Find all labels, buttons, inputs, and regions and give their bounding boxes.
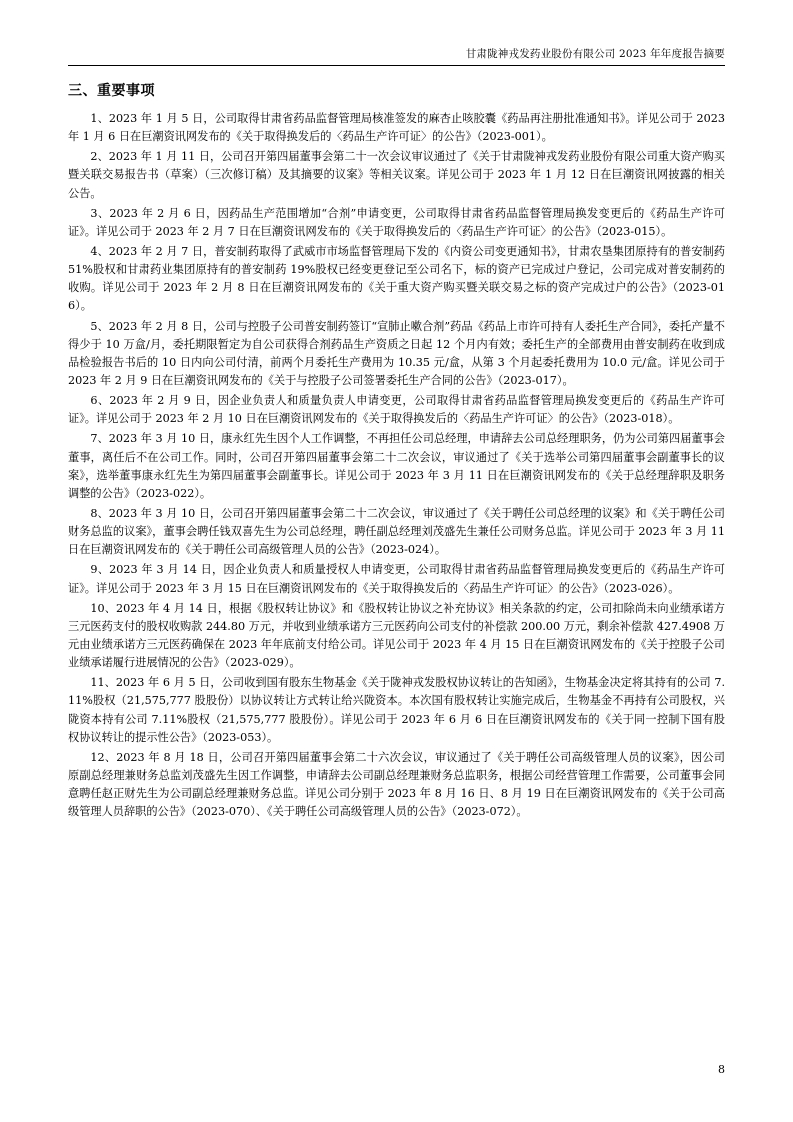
running-header-text: 甘肃陇神戎发药业股份有限公司 2023 年年度报告摘要 <box>465 48 725 60</box>
paragraph-12: 12、2023 年 8 月 18 日，公司召开第四届董事会第二十六次会议，审议通过了《关于聘任公司高级管理人员的议案》，因公司原副总经理兼财务总监刘茂盛先生因工作调整，申请辞去公司副总经理兼财务总监职务，根据公司经营管理工作需要，公司董事会同意聘任赵正财先生为公司副总经理兼财务总监。详见公司分别于 2023 年 8 月 16 日、8 月 19 日在巨潮资讯网发布的《关于公司高级管理人员辞职的公告》（2023-070）、《关于聘任公司高级管理人员的公告》（2023-072）。 <box>68 750 725 819</box>
paragraph-11: 11、2023 年 6 月 5 日，公司收到国有股东生物基金《关于陇神戎发股权协议转让的告知函》，生物基金决定将其持有的公司 7.11%股权（21,575,777 股股份）以协议转让方式转让给兴陇资本。本次国有股权转让实施完成后，生物基金不再持有公司股权，兴陇资本持有公司 7.11%股权（21,575,777 股股份）。详见公司于 2023 年 6 月 6 日在巨潮资讯网发布的《关于同一控制下国有股权协议转让的提示性公告》（2023-053）。 <box>68 676 725 744</box>
header-divider <box>68 65 725 66</box>
running-header <box>68 46 725 65</box>
paragraph-6: 6、2023 年 2 月 9 日，因企业负责人和质量负责人申请变更，公司取得甘肃省药品监督管理局换发变更后的《药品生产许可证》。详见公司于 2023 年 2 月 10 日在巨潮资讯网发布的《关于取得换发后的〈药品生产许可证〉的公告》（2023-018）。 <box>68 394 725 426</box>
paragraph-10: 10、2023 年 4 月 14 日，根据《股权转让协议》和《股权转让协议之补充协议》相关条款的约定，公司扣除尚未向业绩承诺方三元医药支付的股权收购款 244.80 万元，并收到业绩承诺方三元医药向公司支付的补偿款 200.00 万元，剩余补偿款 427.4908 万元由业绩承诺方三元医药确保在 2023 年年底前支付给公司。详见公司于 2023 年 4 月 15 日在巨潮资讯网发布的《关于控股子公司业绩承诺履行进展情况的公告》（2023-029）。 <box>68 601 725 670</box>
paragraph-5: 5、2023 年 2 月 8 日，公司与控股子公司普安制药签订“宣肺止嗽合剂”药品《药品上市许可持有人委托生产合同》，委托产量不得少于 10 万盒/月，委托期限暂定为自公司获得合剂药品生产资质之日起 12 个月内有效；委托生产的全部费用由普安制药在收到成品检验报告书后的 10 日内向公司付清，前两个月委托生产费用为 10.35 元/盒，从第 3 个月起委托费用为 10.0 元/盒。详见公司于 2023 年 2 月 9 日在巨潮资讯网发布的《关于与控股子公司签署委托生产合同的公告》（2023-017）。 <box>68 319 725 387</box>
paragraph-7: 7、2023 年 3 月 10 日，康永红先生因个人工作调整，不再担任公司总经理，申请辞去公司总经理职务，仍为公司第四届董事会董事，离任后不在公司工作。同时，公司召开第四届董事会第二十二次会议，审议通过了《关于选举公司第四届董事会副董事长的议案》，选举董事康永红先生为第四届董事会副董事长。详见公司于 2023 年 3 月 11 日在巨潮资讯网发布的《关于总经理辞职及职务调整的公告》（2023-022）。 <box>68 432 725 500</box>
paragraph-8: 8、2023 年 3 月 10 日，公司召开第四届董事会第二十二次会议，审议通过了《关于聘任公司总经理的议案》和《关于聘任公司财务总监的议案》，董事会聘任钱双喜先生为公司总经理，聘任副总经理刘茂盛先生兼任公司财务总监。详见公司于 2023 年 3 月 11 日在巨潮资讯网发布的《关于聘任公司高级管理人员的公告》（2023-024）。 <box>68 506 725 557</box>
paragraph-3: 3、2023 年 2 月 6 日，因药品生产范围增加“合剂”申请变更，公司取得甘肃省药品监督管理局换发变更后的《药品生产许可证》。详见公司于 2023 年 2 月 7 日在巨潮资讯网发布的《关于取得换发后的〈药品生产许可证〉的公告》（2023-015）。 <box>68 206 725 238</box>
page-number: 8 <box>718 1063 725 1076</box>
paragraph-9: 9、2023 年 3 月 14 日，因企业负责人和质量授权人申请变更，公司取得甘肃省药品监督管理局换发变更后的《药品生产许可证》。详见公司于 2023 年 3 月 15 日在巨潮资讯网发布的《关于取得换发后的〈药品生产许可证〉的公告》（2023-026）。 <box>68 563 725 595</box>
paragraph-2: 2、2023 年 1 月 11 日，公司召开第四届董事会第二十一次会议审议通过了《关于甘肃陇神戎发药业股份有限公司重大资产购买暨关联交易报告书（草案）（三次修订稿）及其摘要的议案》等相关议案。详见公司于 2023 年 1 月 12 日在巨潮资讯网披露的相关公告。 <box>68 150 725 200</box>
paragraph-4: 4、2023 年 2 月 7 日，普安制药取得了武威市市场监督管理局下发的《内资公司变更通知书》，甘肃农垦集团原持有的普安制药 51%股权和甘肃药业集团原持有的普安制药 19%股权已经变更登记至公司名下，标的资产已完成过户登记，公司完成对普安制药的收购。详见公司于 2023 年 2 月 8 日在巨潮资讯网发布的《关于重大资产购买暨关联交易之标的资产完成过户的公告》（2023-016）。 <box>68 244 725 313</box>
section-heading: 三、重要事项 <box>68 83 155 99</box>
paragraph-1: 1、2023 年 1 月 5 日，公司取得甘肃省药品监督管理局核准签发的麻杏止咳胶囊《药品再注册批准通知书》。详见公司于 2023 年 1 月 6 日在巨潮资讯网发布的《关于取得换发后的〈药品生产许可证〉的公告》（2023-001）。 <box>68 112 725 144</box>
